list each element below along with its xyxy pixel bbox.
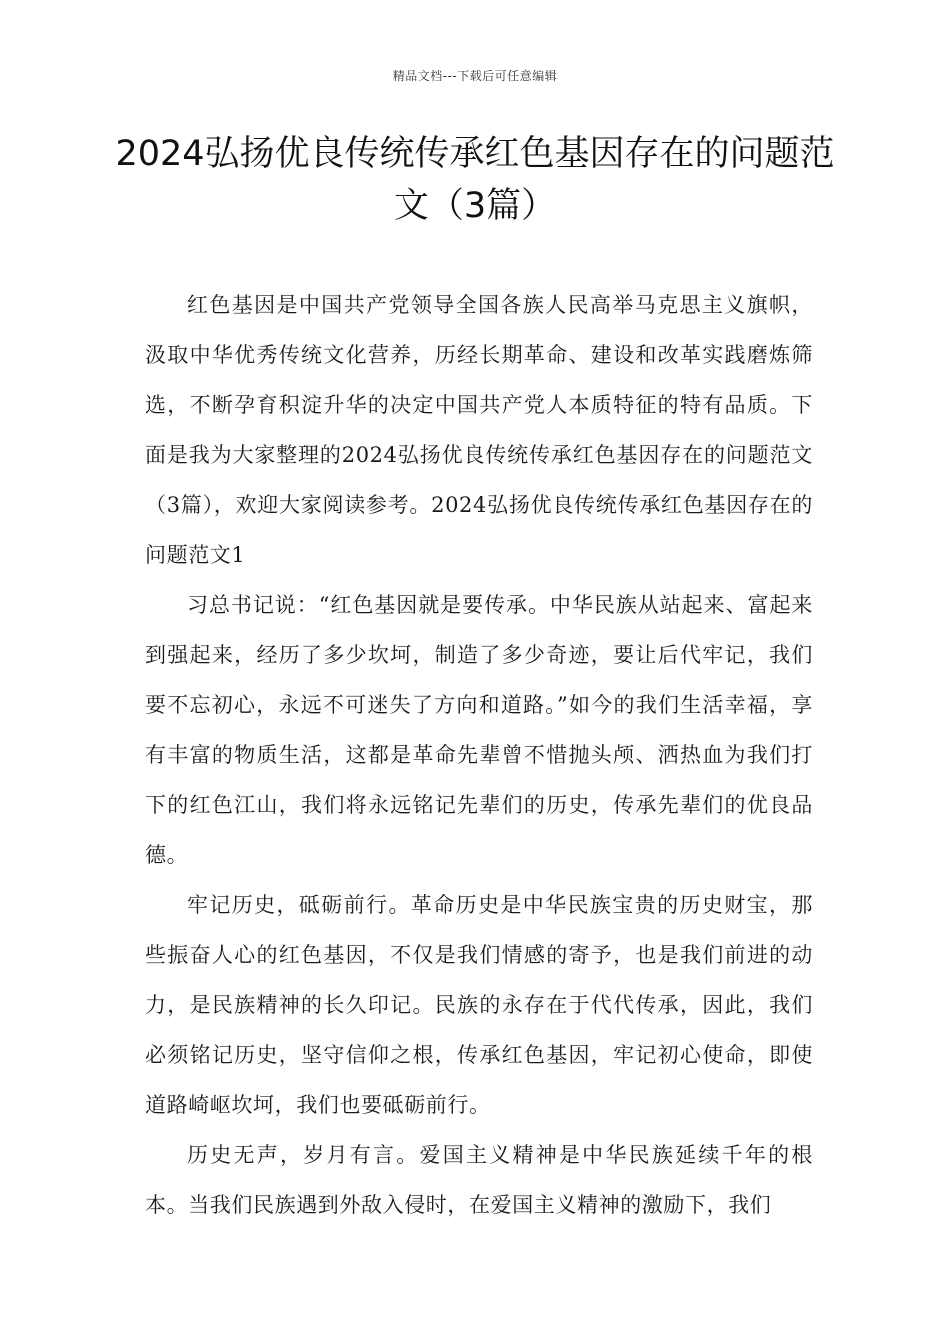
paragraph-intro: 红色基因是中国共产党领导全国各族人民高举马克思主义旗帜，汲取中华优秀传统文化营养，历经长期革命、建设和改革实践磨炼筛选，不断孕育积淀升华的决定中国共产党人本质特征的特有品质。下面是我为大家整理的2024弘扬优良传统传承红色基因存在的问题范文（3篇），欢迎大家阅读参考。2024弘扬优良传统传承红色基因存在的问题范文1: [145, 293, 813, 567]
document-body: [145, 280, 813, 1230]
paragraph-patriotism: 历史无声，岁月有言。爱国主义精神是中华民族延续千年的根本。当我们民族遇到外敌入侵时，在爱国主义精神的激励下，我们: [145, 1143, 813, 1217]
paragraph-history: 牢记历史，砥砺前行。革命历史是中华民族宝贵的历史财宝，那些振奋人心的红色基因，不仅是我们情感的寄予，也是我们前进的动力，是民族精神的长久印记。民族的永存在于代代传承，因此，我们必须铭记历史，坚守信仰之根，传承红色基因，牢记初心使命，即使道路崎岖坎坷，我们也要砥砺前行。: [145, 893, 813, 1117]
document-title: 2024弘扬优良传统传承红色基因存在的问题范文（3篇）: [115, 134, 835, 226]
header-note: 精品文档---下载后可任意编辑: [392, 69, 558, 83]
paragraph-quote: 习总书记说：“红色基因就是要传承。中华民族从站起来、富起来到强起来，经历了多少坎坷，制造了多少奇迹，要让后代牢记，我们要不忘初心，永远不可迷失了方向和道路。”如今的我们生活幸福，享有丰富的物质生活，这都是革命先辈曾不惜抛头颅、洒热血为我们打下的红色江山，我们将永远铭记先辈们的历史，传承先辈们的优良品德。: [145, 593, 813, 867]
